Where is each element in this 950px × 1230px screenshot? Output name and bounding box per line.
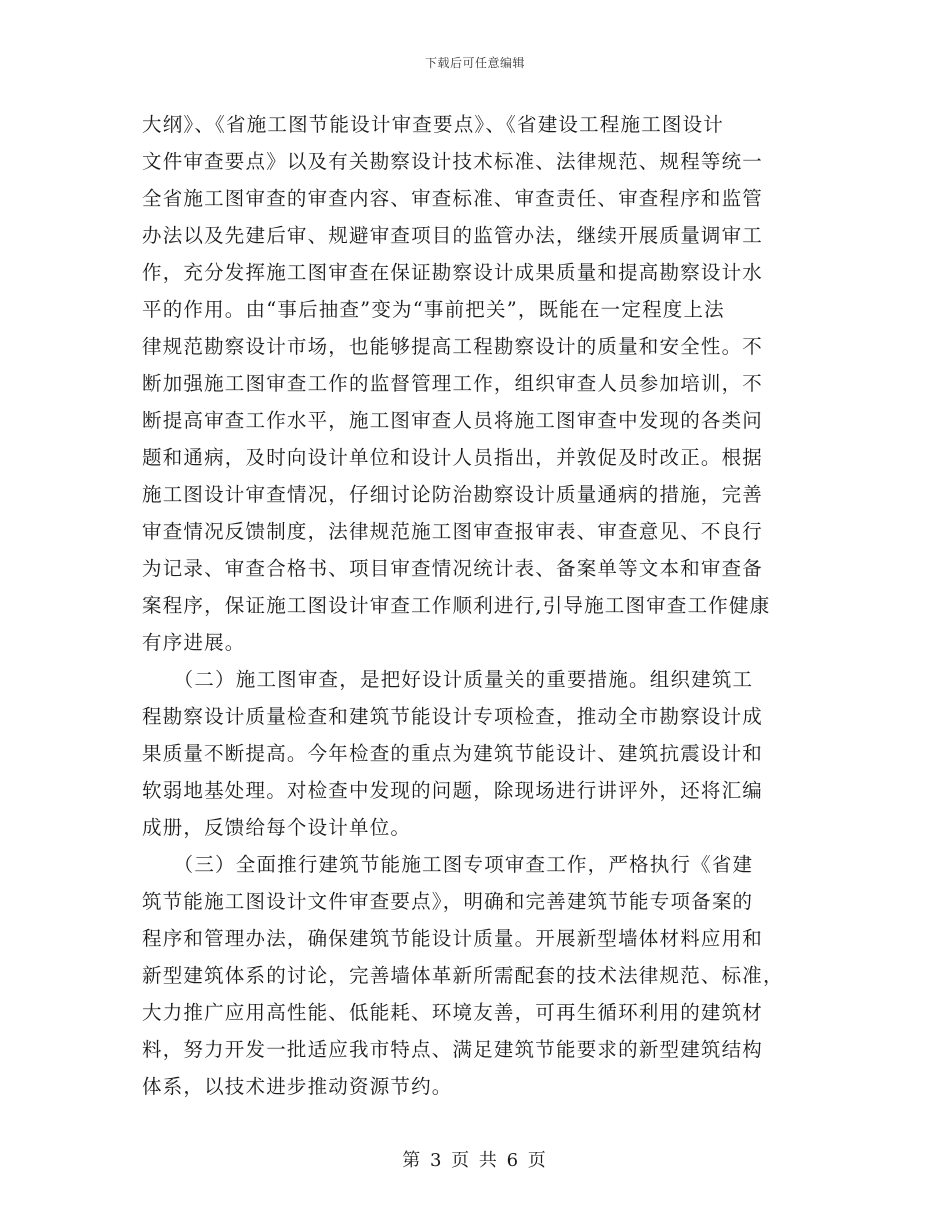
text-line: 案程序，保证施工图设计审查工作顺利进行,引导施工图审查工作健康	[142, 594, 771, 617]
text-line: 断提高审查工作水平，施工图审查人员将施工图审查中发现的各类问	[142, 409, 764, 432]
text-line: 审查情况反馈制度，法律规范施工图审查报审表、审查意见、不良行	[142, 520, 764, 543]
text-line: 题和通病，及时向设计单位和设计人员指出，并敦促及时改正。根据	[142, 446, 764, 469]
text-line: 大纲》、《省施工图节能设计审查要点》、《省建设工程施工图设计	[142, 113, 725, 136]
text-line: 办法以及先建后审、规避审查项目的监管办法，继续开展质量调审工	[142, 224, 764, 247]
text-line: 软弱地基处理。对检查中发现的问题，除现场进行讲评外，还将汇编	[142, 779, 764, 802]
text-line: 果质量不断提高。今年检查的重点为建筑节能设计、建筑抗震设计和	[142, 742, 764, 765]
text-line: 料，努力开发一批适应我市特点、满足建筑节能要求的新型建筑结构	[142, 1038, 764, 1061]
text-line: 断加强施工图审查工作的监督管理工作，组织审查人员参加培训，不	[142, 372, 764, 395]
text-line: 施工图设计审查情况，仔细讨论防治勘察设计质量通病的措施，完善	[142, 483, 764, 506]
text-line: 程勘察设计质量检查和建筑节能设计专项检查，推动全市勘察设计成	[142, 705, 764, 728]
text-line: 程序和管理办法，确保建筑节能设计质量。开展新型墙体材料应用和	[142, 927, 764, 950]
text-line: 大力推广应用高性能、低能耗、环境友善，可再生循环利用的建筑材	[142, 1001, 764, 1024]
document-body	[142, 106, 814, 1105]
page-number: 第 3 页 共 6 页	[402, 1150, 548, 1171]
text-line: （二）施工图审查，是把好设计质量关的重要措施。组织建筑工	[142, 668, 754, 691]
text-line: 有序进展。	[142, 631, 246, 654]
text-line: （三）全面推行建筑节能施工图专项审查工作，严格执行《省建	[142, 853, 754, 876]
text-line: 律规范勘察设计市场，也能够提高工程勘察设计的质量和安全性。不	[142, 335, 764, 358]
text-line: 体系，以技术进步推动资源节约。	[142, 1075, 453, 1098]
page-header: 下载后可任意编辑	[424, 56, 525, 70]
text-line: 为记录、审查合格书、项目审查情况统计表、备案单等文本和审查备	[142, 557, 764, 580]
text-line: 文件审查要点》以及有关勘察设计技术标准、法律规范、规程等统一	[142, 150, 764, 173]
text-line: 作，充分发挥施工图审查在保证勘察设计成果质量和提高勘察设计水	[142, 261, 764, 284]
text-line: 成册，反馈给每个设计单位。	[142, 816, 412, 839]
text-line: 平的作用。由“事后抽查”变为“事前把关”，既能在一定程度上法	[142, 298, 725, 321]
text-line: 新型建筑体系的讨论，完善墙体革新所需配套的技术法律规范、标准，	[142, 964, 784, 987]
text-line: 全省施工图审查的审查内容、审查标准、审查责任、审查程序和监管	[142, 187, 764, 210]
text-line: 筑节能施工图设计文件审查要点》，明确和完善建筑节能专项备案的	[142, 890, 754, 913]
